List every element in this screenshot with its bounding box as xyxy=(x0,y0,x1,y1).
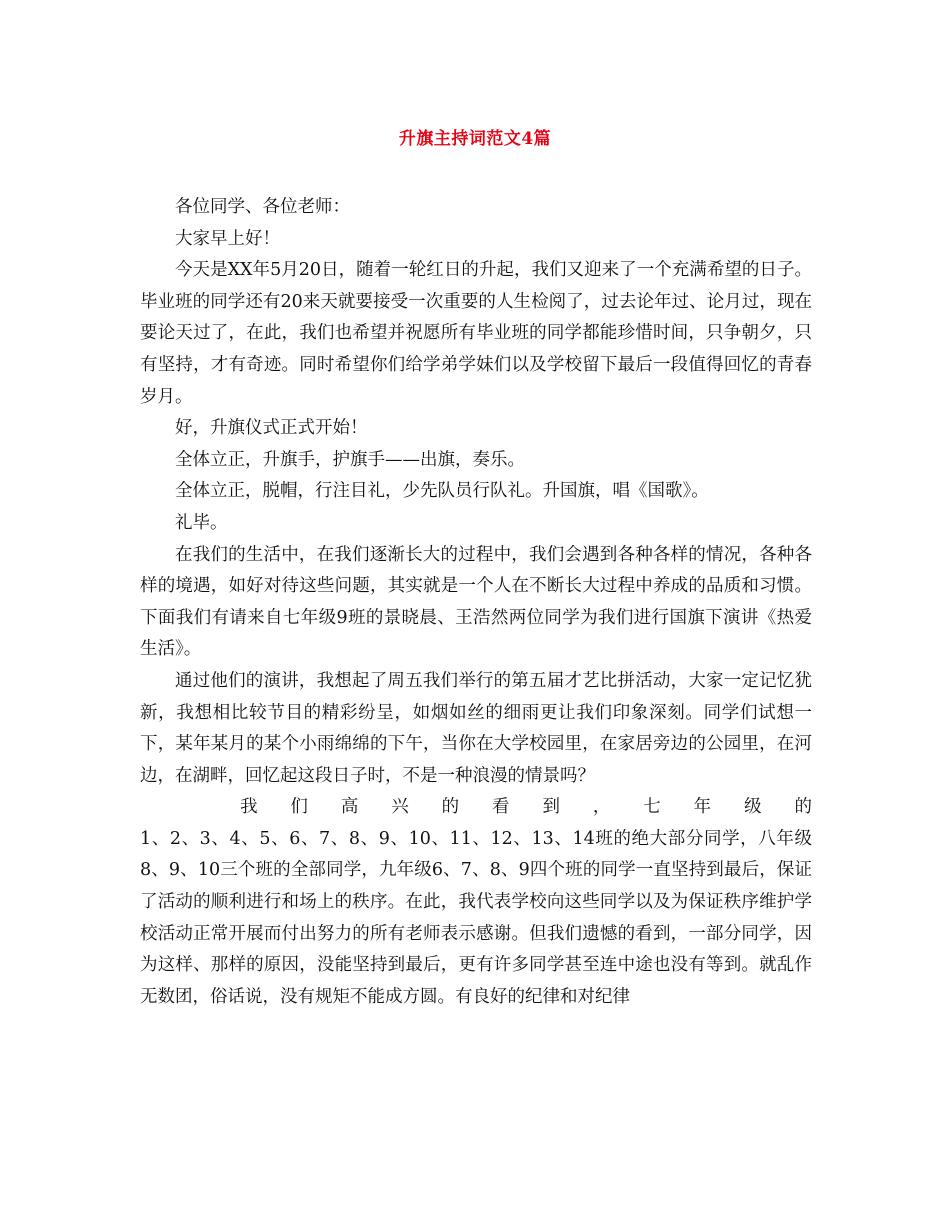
paragraph: 礼毕。 xyxy=(175,512,228,533)
document-title: 升旗主持词范文4篇 xyxy=(398,129,552,149)
spaced-word: 的 xyxy=(441,797,460,818)
paragraph: 全体立正，脱帽，行注目礼，少先队员行队礼。升国旗，唱《国歌》。 xyxy=(175,481,709,502)
spaced-word: 我 xyxy=(240,797,258,818)
spaced-word: 兴 xyxy=(391,797,409,818)
spaced-word: 们 xyxy=(290,797,308,818)
paragraph: 通过他们的演讲，我想起了周五我们举行的第五届才艺比拼活动，大家一定记忆犹新，我想相比较节目的精彩纷呈，如烟如丝的细雨更让我们印象深刻。同学们试想一下，某年某月的某个小雨绵绵的下午，当你在大学校园里，在家居旁边的公园里，在河边，在湖畔，回忆起这段日子时，不是一种浪漫的情景吗？ xyxy=(140,670,812,786)
spaced-word: 级 xyxy=(744,797,762,818)
spaced-word: 的 xyxy=(794,797,812,818)
paragraph: 在我们的生活中，在我们逐渐长大的过程中，我们会遇到各种各样的情况，各种各样的境遇，如好对待这些问题，其实就是一个人在不断长大过程中养成的品质和习惯。下面我们有请来自七年级9班的景晓晨、王浩然两位同学为我们进行国旗下演讲《热爱生活》。 xyxy=(140,544,812,660)
paragraph-continued: 1、2、3、4、5、6、7、8、9、10、11、12、13、14班的绝大部分同学，八年级8、9、10三个班的全部同学，九年级6、7、8、9四个班的同学一直坚持到最后，保证了活动的顺利进行和场上的秩序。在此，我代表学校向这些同学以及为保证秩序维护学校活动正常开展而付出努力的所有老师表示感谢。但我们遗憾的看到，一部分同学，因为这样、那样的原因，没能坚持到最后，更有许多同学甚至连中途也没有等到。就乱作无数团，俗话说，没有规矩不能成方圆。有良好的纪律和对纪律 xyxy=(140,828,812,1007)
paragraph: 大家早上好！ xyxy=(175,228,280,249)
spaced-word: 七 xyxy=(643,797,661,818)
paragraph: 好，升旗仪式正式开始！ xyxy=(175,418,368,439)
paragraph: 全体立正，升旗手，护旗手——出旗，奏乐。 xyxy=(175,449,525,470)
paragraph: 各位同学、各位老师： xyxy=(175,197,350,217)
document-body xyxy=(140,192,812,1013)
spaced-word: 看 xyxy=(492,797,510,818)
spaced-word: 到 xyxy=(542,797,560,818)
spaced-word: 高 xyxy=(340,797,359,818)
justified-line xyxy=(140,792,812,824)
spaced-word: ， xyxy=(592,797,611,818)
paragraph: 今天是XX年5月20日，随着一轮红日的升起，我们又迎来了一个充满希望的日子。毕业班的同学还有20来天就要接受一次重要的人生检阅了，过去论年过、论月过，现在要论天过了，在此，我们也希望并祝愿所有毕业班的同学都能珍惜时间，只争朝夕，只有坚持，才有奇迹。同时希望你们给学弟学妹们以及学校留下最后一段值得回忆的青春岁月。 xyxy=(140,260,812,407)
spaced-word: 年 xyxy=(693,797,712,818)
